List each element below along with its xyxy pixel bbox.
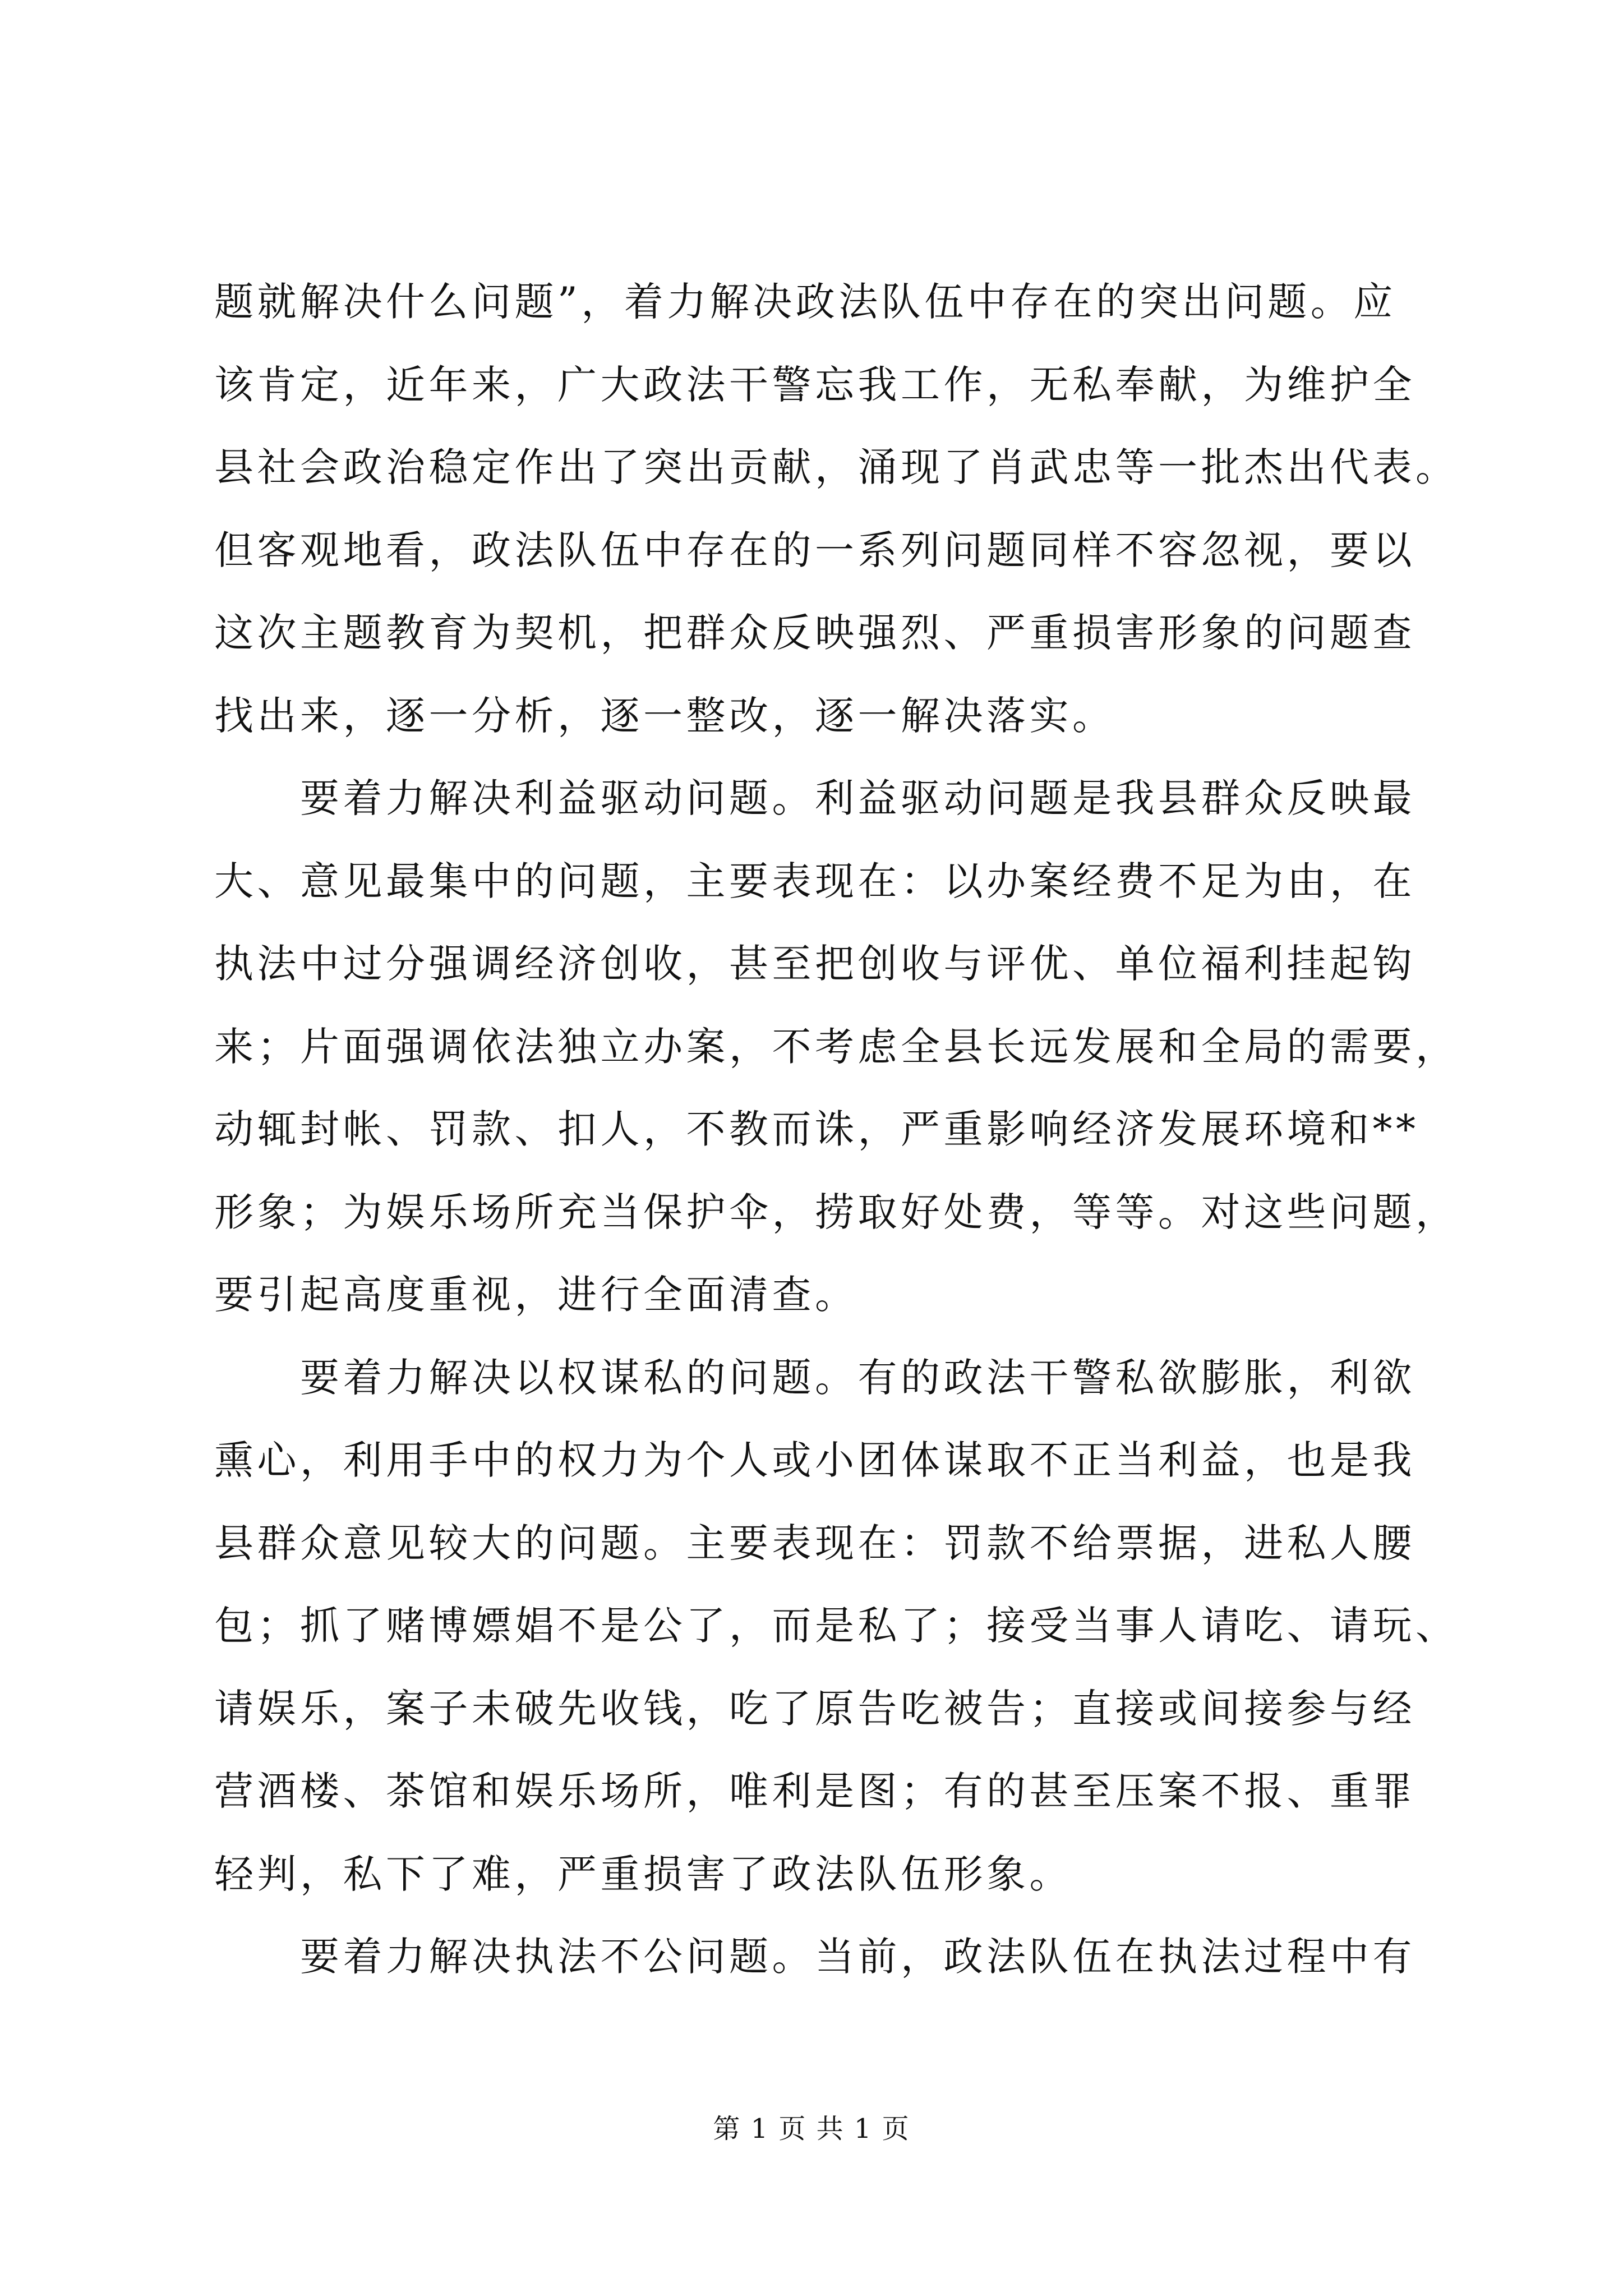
text-line: 大、意见最集中的问题，主要表现在：以办案经费不足为由，在 xyxy=(214,858,1415,904)
text-line: 要着力解决以权谋私的问题。有的政法干警私欲膨胀，利欲 xyxy=(214,1354,1415,1401)
text-line: 但客观地看，政法队伍中存在的一系列问题同样不容忽视，要以 xyxy=(214,527,1415,573)
body-text xyxy=(214,261,1465,1999)
text-line: 要引起高度重视，进行全面清查。 xyxy=(214,1272,858,1318)
text-line: 熏心，利用手中的权力为个人或小团体谋取不正当利益，也是我 xyxy=(214,1437,1415,1483)
text-line: 执法中过分强调经济创收，甚至把创收与评优、单位福利挂起钩 xyxy=(214,941,1415,987)
text-line: 要着力解决利益驱动问题。利益驱动问题是我县群众反映最 xyxy=(214,775,1415,821)
text-line: 来；片面强调依法独立办案，不考虑全县长远发展和全局的需要， xyxy=(214,1023,1459,1070)
page-number-label: 第 1 页 共 1 页 xyxy=(713,2113,910,2145)
text-line: 要着力解决执法不公问题。当前，政法队伍在执法过程中有 xyxy=(214,1934,1415,1980)
text-line: 形象；为娱乐场所充当保护伞，捞取好处费，等等。对这些问题， xyxy=(214,1189,1459,1235)
text-line: 题就解决什么问题”，着力解决政法队伍中存在的突出问题。应 xyxy=(214,279,1396,325)
text-line: 轻判，私下了难，严重损害了政法队伍形象。 xyxy=(214,1851,1072,1897)
text-line: 这次主题教育为契机，把群众反映强烈、严重损害形象的问题查 xyxy=(214,610,1415,656)
text-line: 动辄封帐、罚款、扣人，不教而诛，严重影响经济发展环境和** xyxy=(214,1106,1419,1152)
text-line: 找出来，逐一分析，逐一整改，逐一解决落实。 xyxy=(214,692,1115,739)
text-line: 县社会政治稳定作出了突出贡献，涌现了肖武忠等一批杰出代表。 xyxy=(214,444,1459,490)
text-line: 营酒楼、茶馆和娱乐场所，唯利是图；有的甚至压案不报、重罪 xyxy=(214,1768,1415,1814)
page-footer xyxy=(0,2112,1623,2146)
text-line: 包；抓了赌博嫖娼不是公了，而是私了；接受当事人请吃、请玩、 xyxy=(214,1603,1459,1649)
text-line: 该肯定，近年来，广大政法干警忘我工作，无私奉献，为维护全 xyxy=(214,361,1415,408)
text-line: 县群众意见较大的问题。主要表现在：罚款不给票据，进私人腰 xyxy=(214,1520,1415,1566)
text-line: 请娱乐，案子未破先收钱，吃了原告吃被告；直接或间接参与经 xyxy=(214,1685,1415,1732)
